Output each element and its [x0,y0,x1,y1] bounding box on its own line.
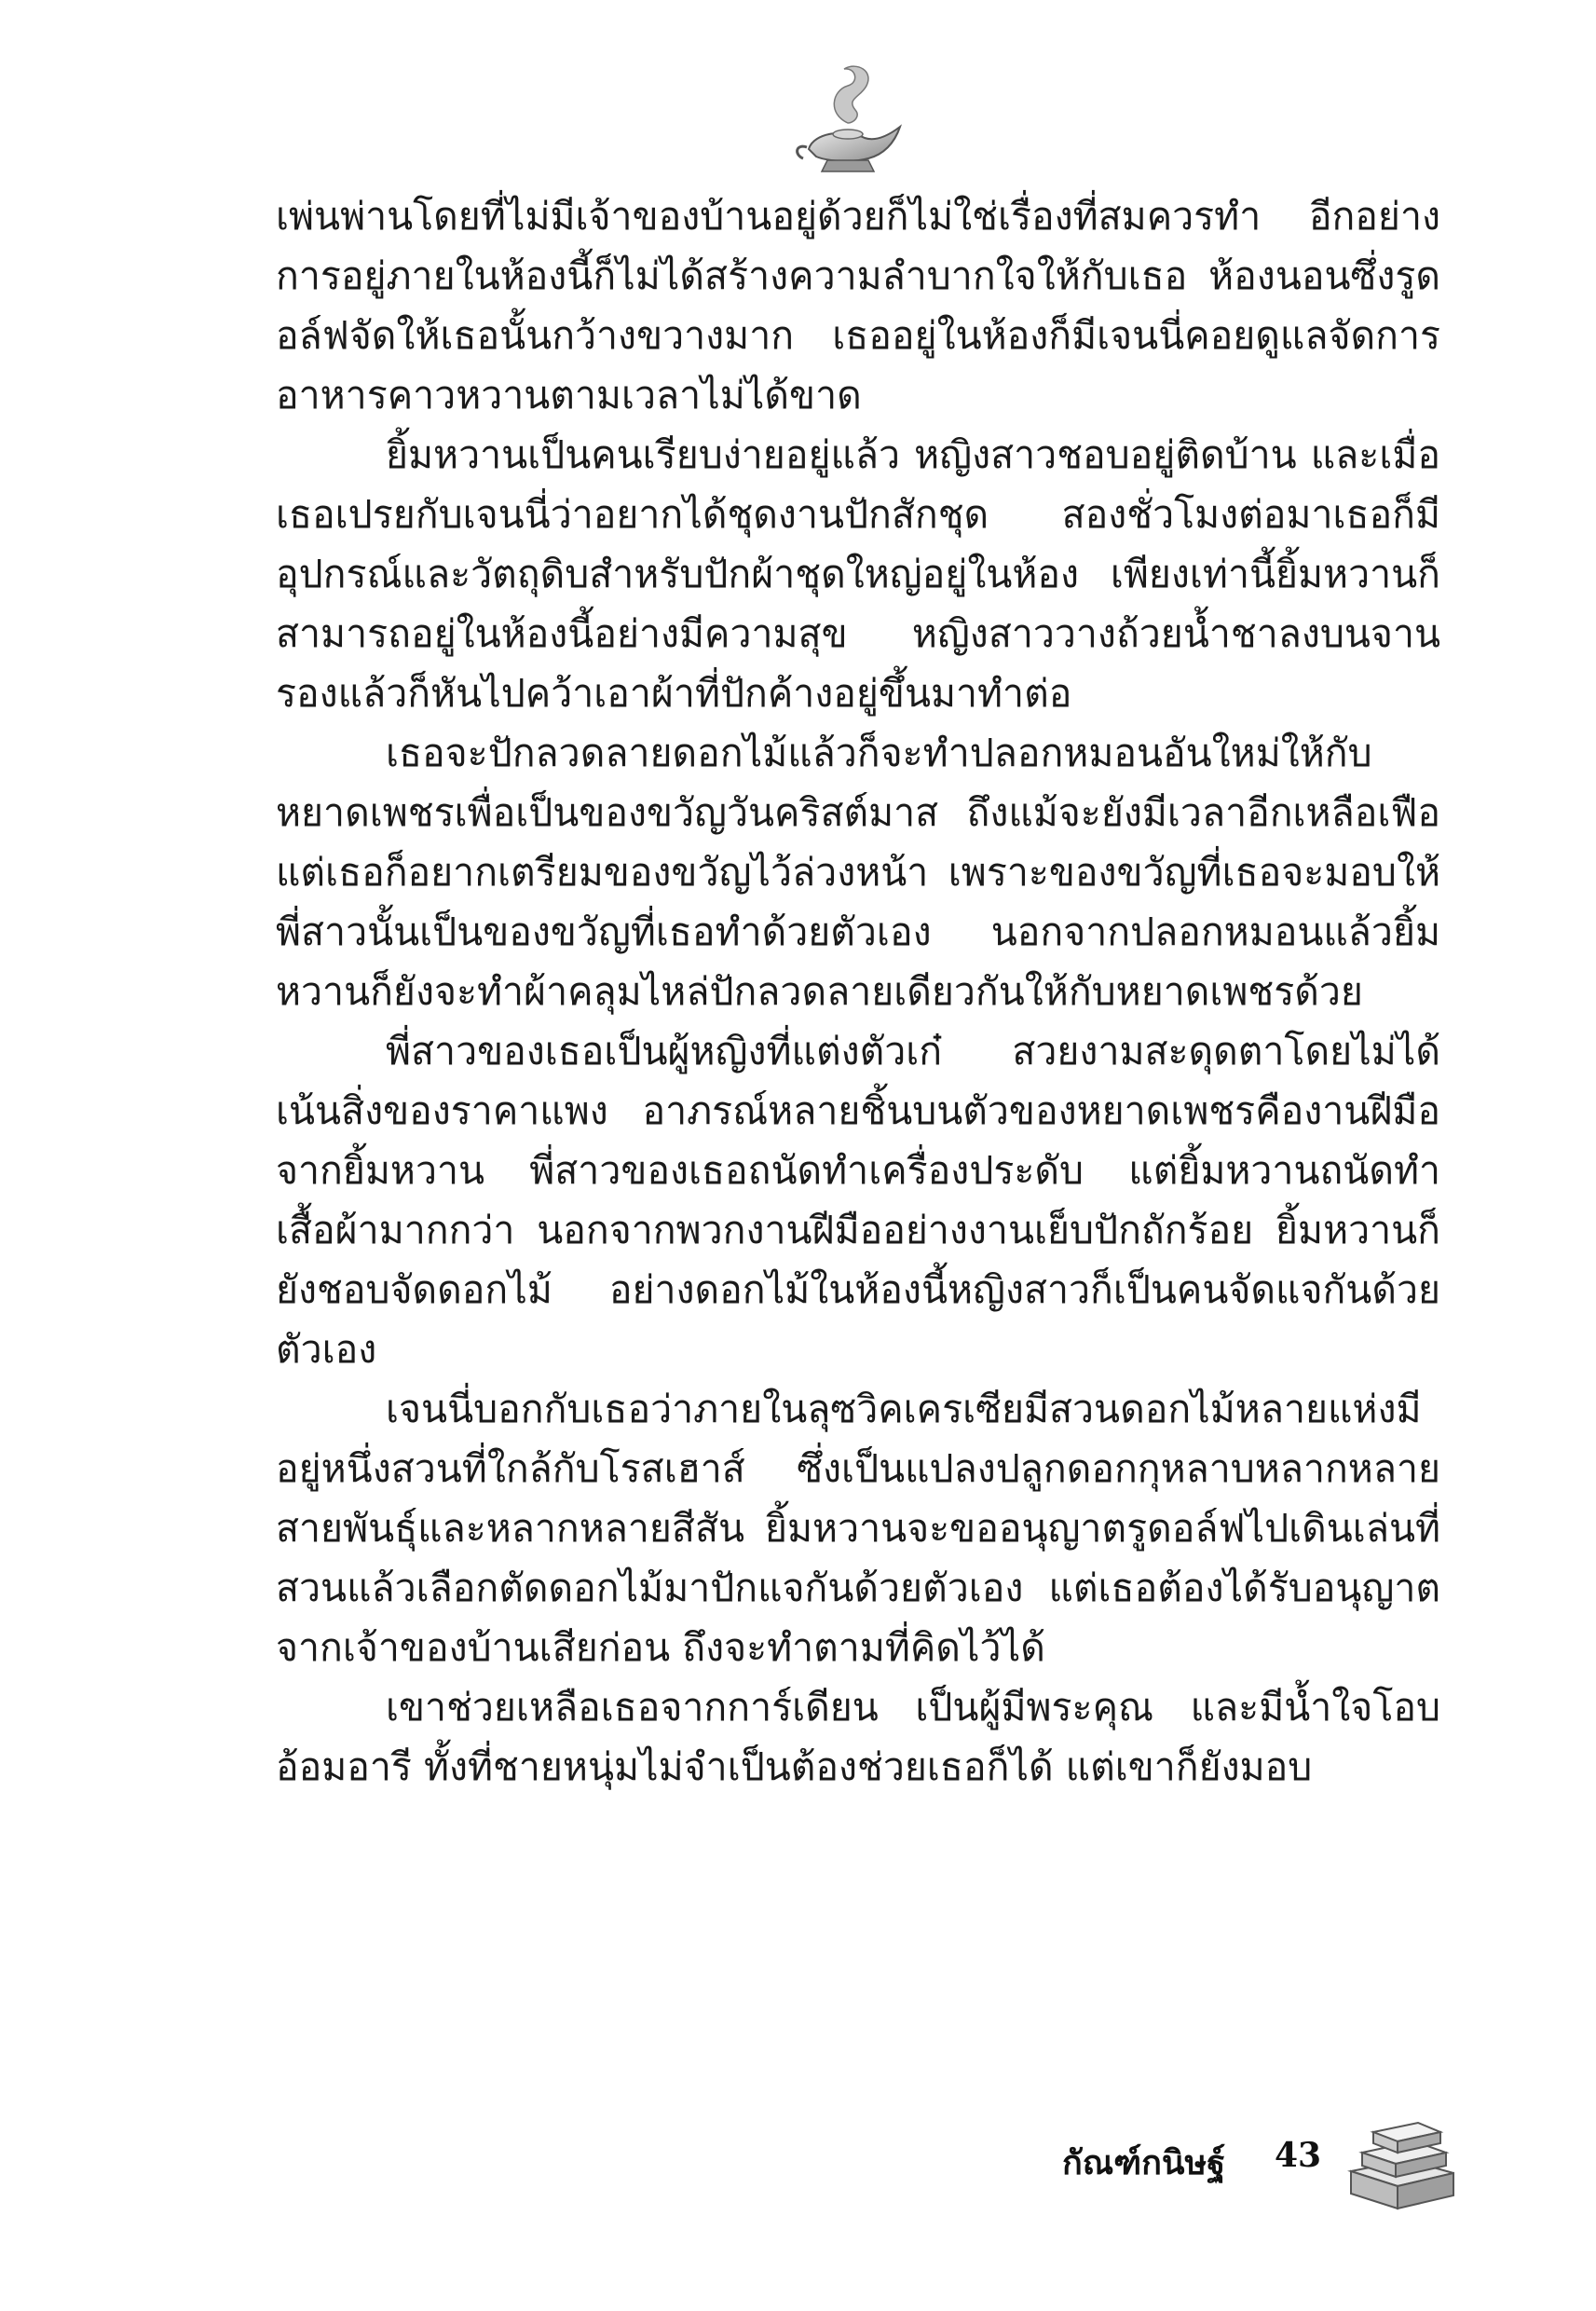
paragraph-3: เธอจะปักลวดลายดอกไม้แล้วก็จะทำปลอกหมอนอันใหม่ให้กับหยาดเพชรเพื่อเป็นของขวัญวันคริสต์มาส ถึงแม้จะยังมีเวลาอีกเหลือเฟือแต่เธอก็อยากเตรียมของขวัญไว้ล่วงหน้า เพราะของขวัญที่เธอจะมอบให้พี่สาวนั้นเป็นของขวัญที่เธอทำด้วยตัวเอง นอกจากปลอกหมอนแล้วยิ้มหวานก็ยังจะทำผ้าคลุมไหล่ปักลวดลายเดียวกันให้กับหยาดเพชรด้วย [276,731,1440,1014]
paragraph-6: เขาช่วยเหลือเธอจากการ์เดียน เป็นผู้มีพระคุณ และมีน้ำใจโอบอ้อมอารี ทั้งที่ชายหนุ่มไม่จำเป็นต้องช่วยเธอก็ได้ แต่เขาก็ยังมอบ [276,1685,1440,1789]
page-footer [1062,2115,1472,2227]
genie-lamp-icon [790,58,911,198]
paragraph-1: เพ่นพ่านโดยที่ไม่มีเจ้าของบ้านอยู่ด้วยก็ไม่ใช่เรื่องที่สมควรทำ อีกอย่างการอยู่ภายในห้องนี้ก็ไม่ได้สร้างความลำบากใจให้กับเธอ ห้องนอนซึ่งรูดอล์ฟจัดให้เธอนั้นกว้างขวางมาก เธออยู่ในห้องก็มีเจนนี่คอยดูแลจัดการอาหารคาวหวานตามเวลาไม่ได้ขาด [276,194,1440,417]
paragraph-4: พี่สาวของเธอเป็นผู้หญิงที่แต่งตัวเก๋ สวยงามสะดุดตาโดยไม่ได้เน้นสิ่งของราคาแพง อาภรณ์หลายชิ้นบนตัวของหยาดเพชรคืองานฝีมือจากยิ้มหวาน พี่สาวของเธอถนัดทำเครื่องประดับ แต่ยิ้มหวานถนัดทำเสื้อผ้ามากกว่า นอกจากพวกงานฝีมืออย่างงานเย็บปักถักร้อย ยิ้มหวานก็ยังชอบจัดดอกไม้ อย่างดอกไม้ในห้องนี้หญิงสาวก็เป็นคนจัดแจกันด้วยตัวเอง [276,1029,1440,1372]
paragraph-2: ยิ้มหวานเป็นคนเรียบง่ายอยู่แล้ว หญิงสาวชอบอยู่ติดบ้าน และเมื่อเธอเปรยกับเจนนี่ว่าอยากได้ชุดงานปักสักชุด สองชั่วโมงต่อมาเธอก็มีอุปกรณ์และวัตถุดิบสำหรับปักผ้าชุดใหญ่อยู่ในห้อง เพียงเท่านี้ยิ้มหวานก็สามารถอยู่ในห้องนี้อย่างมีความสุข หญิงสาววางถ้วยน้ำชาลงบนจานรองแล้วก็หันไปคว้าเอาผ้าที่ปักค้างอยู่ขึ้นมาทำต่อ [276,432,1440,716]
paragraph-5: เจนนี่บอกกับเธอว่าภายในลุซวิคเครเซียมีสวนดอกไม้หลายแห่งมีอยู่หนึ่งสวนที่ใกล้กับโรสเฮาส์ ซึ่งเป็นแปลงปลูกดอกกุหลาบหลากหลายสายพันธุ์และหลากหลายสีสัน ยิ้มหวานจะขออนุญาตรูดอล์ฟไปเดินเล่นที่สวนแล้วเลือกตัดดอกไม้มาปักแจกันด้วยตัวเอง แต่เธอต้องได้รับอนุญาตจากเจ้าของบ้านเสียก่อน ถึงจะทำตามที่คิดไว้ได้ [276,1387,1440,1670]
stacked-books-icon [1342,2115,1463,2218]
page-number: 43 [1275,2136,1322,2175]
book-title: กัณฑ์กนิษฐ์ [1062,2143,1226,2182]
body-text [276,186,1440,1797]
